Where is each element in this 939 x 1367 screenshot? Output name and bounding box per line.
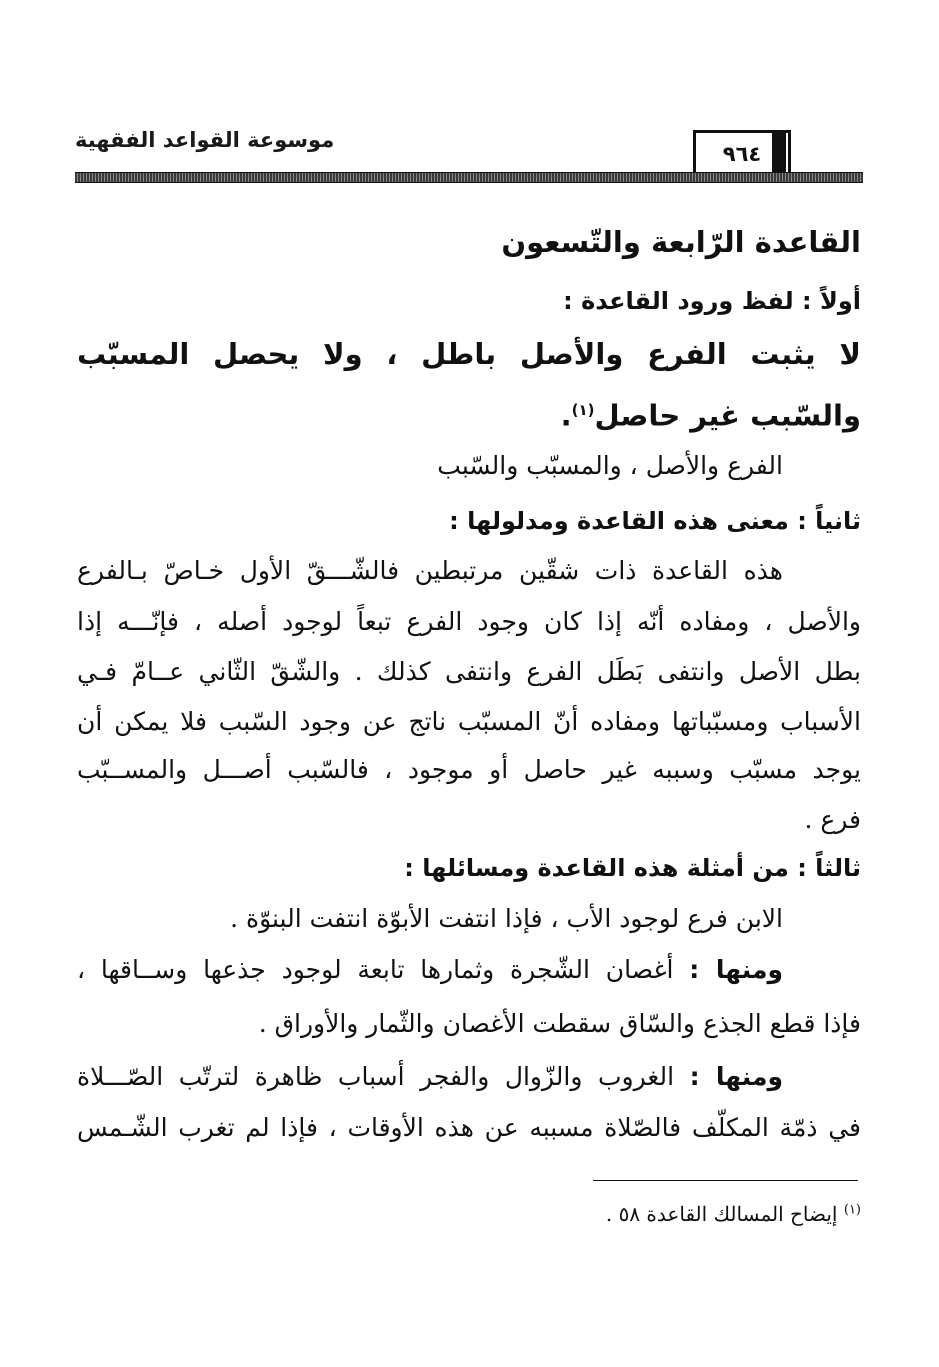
footnote [606, 1202, 861, 1226]
rule-end-dot: . [560, 398, 572, 433]
meaning-line: هذه القاعدة ذات شقّين مرتبطين فالشّـــقّ الأول خـاصّ بـالفرع [77, 556, 783, 585]
meaning-line: الأسباب ومسبّباتها ومفاده أنّ المسبّب ناتج عن وجود السّبب فلا يمكن أن [77, 707, 861, 736]
header-rule [75, 172, 863, 183]
section-heading-meaning: ثانياً : معنى هذه القاعدة ومدلولها : [449, 507, 861, 535]
example-line: فإذا قطع الجذع والسّاق سقطت الأغصان والثّمار والأوراق . [258, 1009, 861, 1038]
rule-footnote-mark: (١) [571, 401, 595, 419]
rule-text-line-2-text: والسّبب غير حاصل [594, 398, 861, 433]
example-line [77, 950, 861, 990]
section-heading-wording: أولاً : لفظ ورود القاعدة : [563, 287, 861, 315]
section-heading-examples: ثالثاً : من أمثلة هذه القاعدة ومسائلها : [404, 854, 861, 882]
footnote-rule [593, 1180, 858, 1181]
footnote-mark: (١) [843, 1202, 861, 1218]
meaning-line: والأصل ، ومفاده أنّه إذا كان وجود الفرع تبعاً لوجود أصله ، فإنّـــه إذا [77, 607, 861, 636]
example-lead: ومنها : [689, 955, 783, 984]
footnote-text: إيضاح المسالك القاعدة ٥٨ . [605, 1202, 844, 1226]
example-line [77, 1057, 861, 1097]
meaning-line: فرع . [804, 805, 861, 834]
running-title: موسوعة القواعد الفقهية [75, 128, 335, 152]
page-number-text: ٩٦٤ [722, 142, 762, 166]
rule-keywords: الفرع والأصل ، والمسبّب والسّبب [437, 451, 783, 480]
page-number-shadow [772, 130, 786, 175]
example-text: الغروب والزّوال والفجر أسباب ظاهرة لترتّب الصّـــلاة [77, 1062, 690, 1091]
example-text: أغصان الشّجرة وثمارها تابعة لوجود جذعها وســاقها ، [77, 955, 690, 984]
rule-text-line-2 [77, 390, 861, 436]
rule-text-line-1: لا يثبت الفرع والأصل باطل ، ولا يحصل المسبّب [77, 337, 861, 371]
example-line: في ذمّة المكلّف فالصّلاة مسببه عن هذه الأوقات ، فإذا لم تغرب الشّـمس [77, 1113, 861, 1142]
chapter-title: القاعدة الرّابعة والتّسعون [501, 225, 861, 259]
example-line: الابن فرع لوجود الأب ، فإذا انتفت الأبوّة انتفت البنوّة . [230, 904, 783, 933]
meaning-line: بطل الأصل وانتفى بَطَل الفرع وانتفى كذلك . والشّقّ الثّاني عــامّ فـي [77, 657, 861, 686]
example-lead: ومنها : [689, 1062, 783, 1091]
meaning-line: يوجد مسبّب وسببه غير حاصل أو موجود ، فالسّبب أصـــل والمســبّب [77, 755, 861, 784]
